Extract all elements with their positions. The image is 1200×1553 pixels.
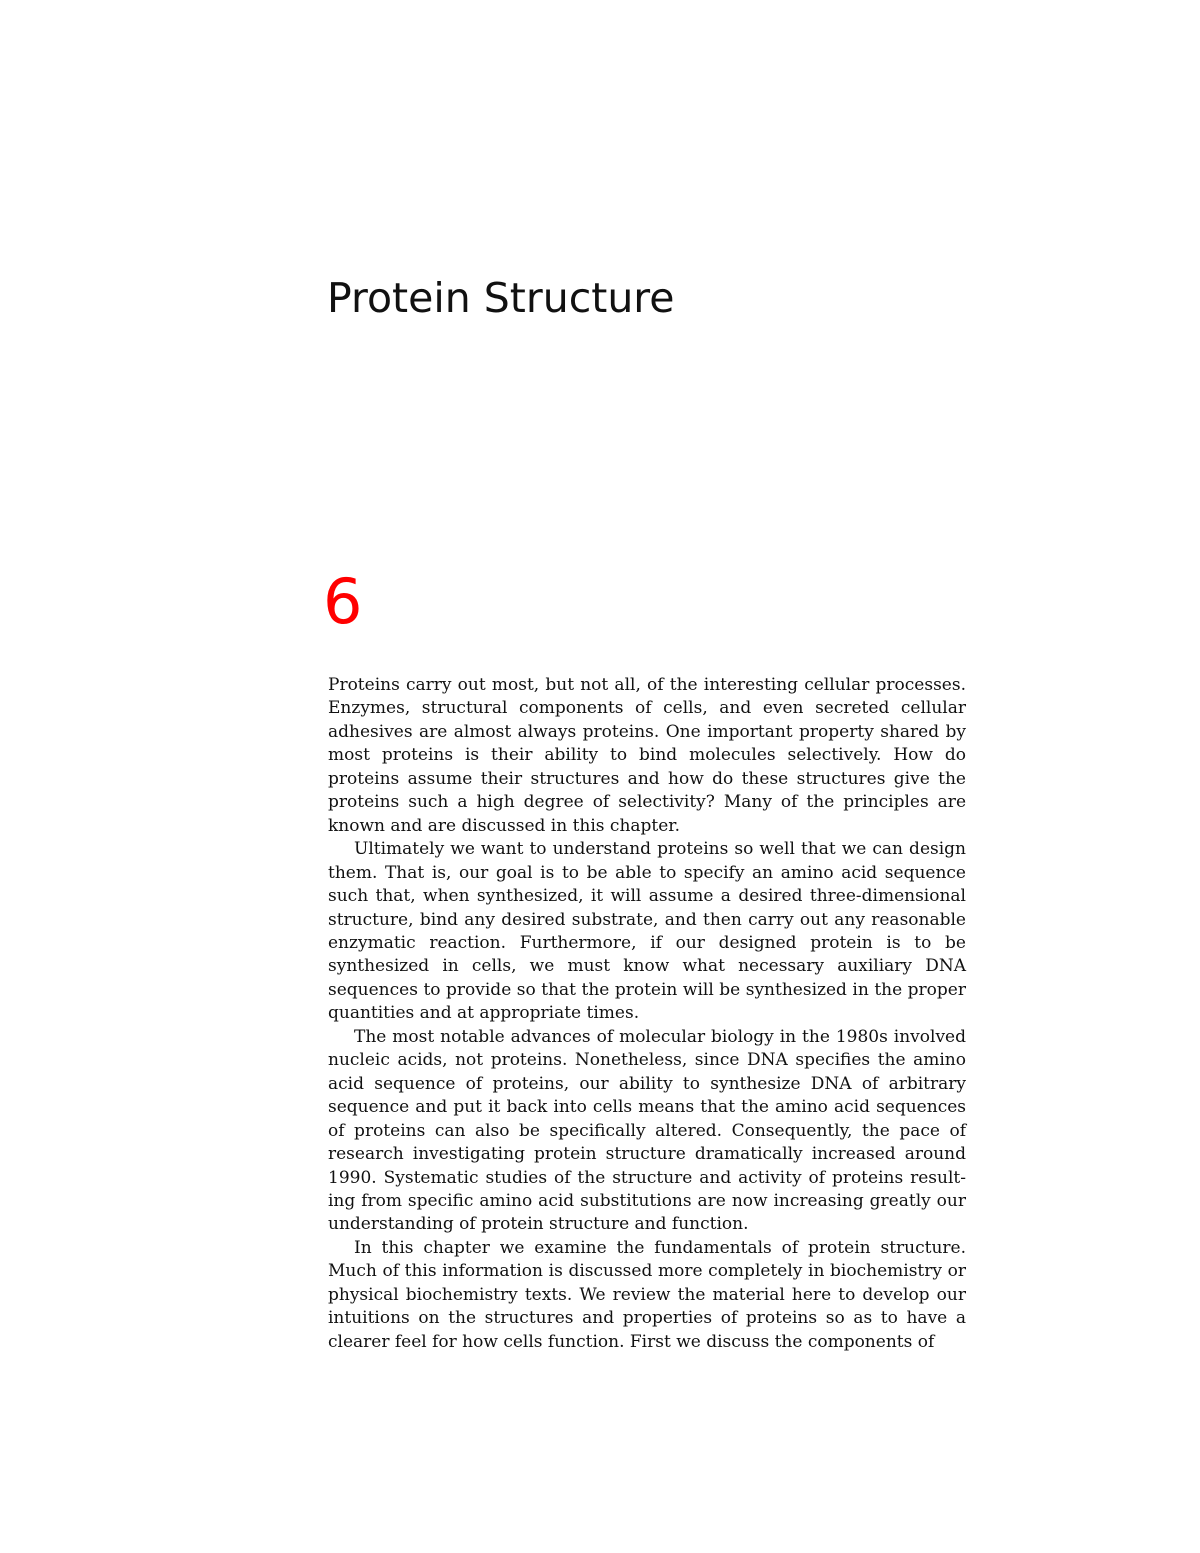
paragraph-4: In this chapter we examine the fundamentals of protein structure. Much of this information is discussed more completely in biochemistry or physical biochemistry texts. We review the material here to develop our intuitions on the structures and properties of proteins so as to have a clearer feel for how cells function. First we discuss the components of	[328, 1237, 966, 1352]
chapter-title: Protein Structure	[327, 274, 675, 322]
paragraph-3: The most notable advances of molecular biology in the 1980s involved nucleic acids, not proteins. Nonetheless, since DNA specifies the amino acid sequence of proteins, our ability to synthesize DNA of arbitrary sequence and put it back into cells means that the amino acid sequences of proteins can also be specifically altered. Consequently, the pace of research investigating protein structure dramatically increased around 1990. Systematic studies of the structure and activity of proteins result-ing from specific amino acid substitutions are now increasing greatly our understanding of protein structure and function.	[328, 1026, 966, 1235]
paragraph-1: Proteins carry out most, but not all, of the interesting cellular processes. Enzymes, structural components of cells, and even secreted cellular adhesives are almost always proteins. One important property shared by most proteins is their ability to bind molecules selectively. How do proteins assume their structures and how do these structures give the proteins such a high degree of selectivity? Many of the principles are known and are discussed in this chapter.	[328, 675, 966, 836]
paragraph-2: Ultimately we want to understand proteins so well that we can design them. That is, our goal is to be able to specify an amino acid sequence such that, when synthesized, it will assume a desired three-dimensional structure, bind any desired substrate, and then carry out any reasonable enzymatic reaction. Furthermore, if our designed protein is to be synthesized in cells, we must know what necessary auxiliary DNA sequences to provide so that the protein will be synthesized in the proper quantities and at appropriate times.	[328, 839, 966, 1024]
chapter-number: 6	[323, 565, 363, 638]
body-text	[328, 674, 966, 1354]
